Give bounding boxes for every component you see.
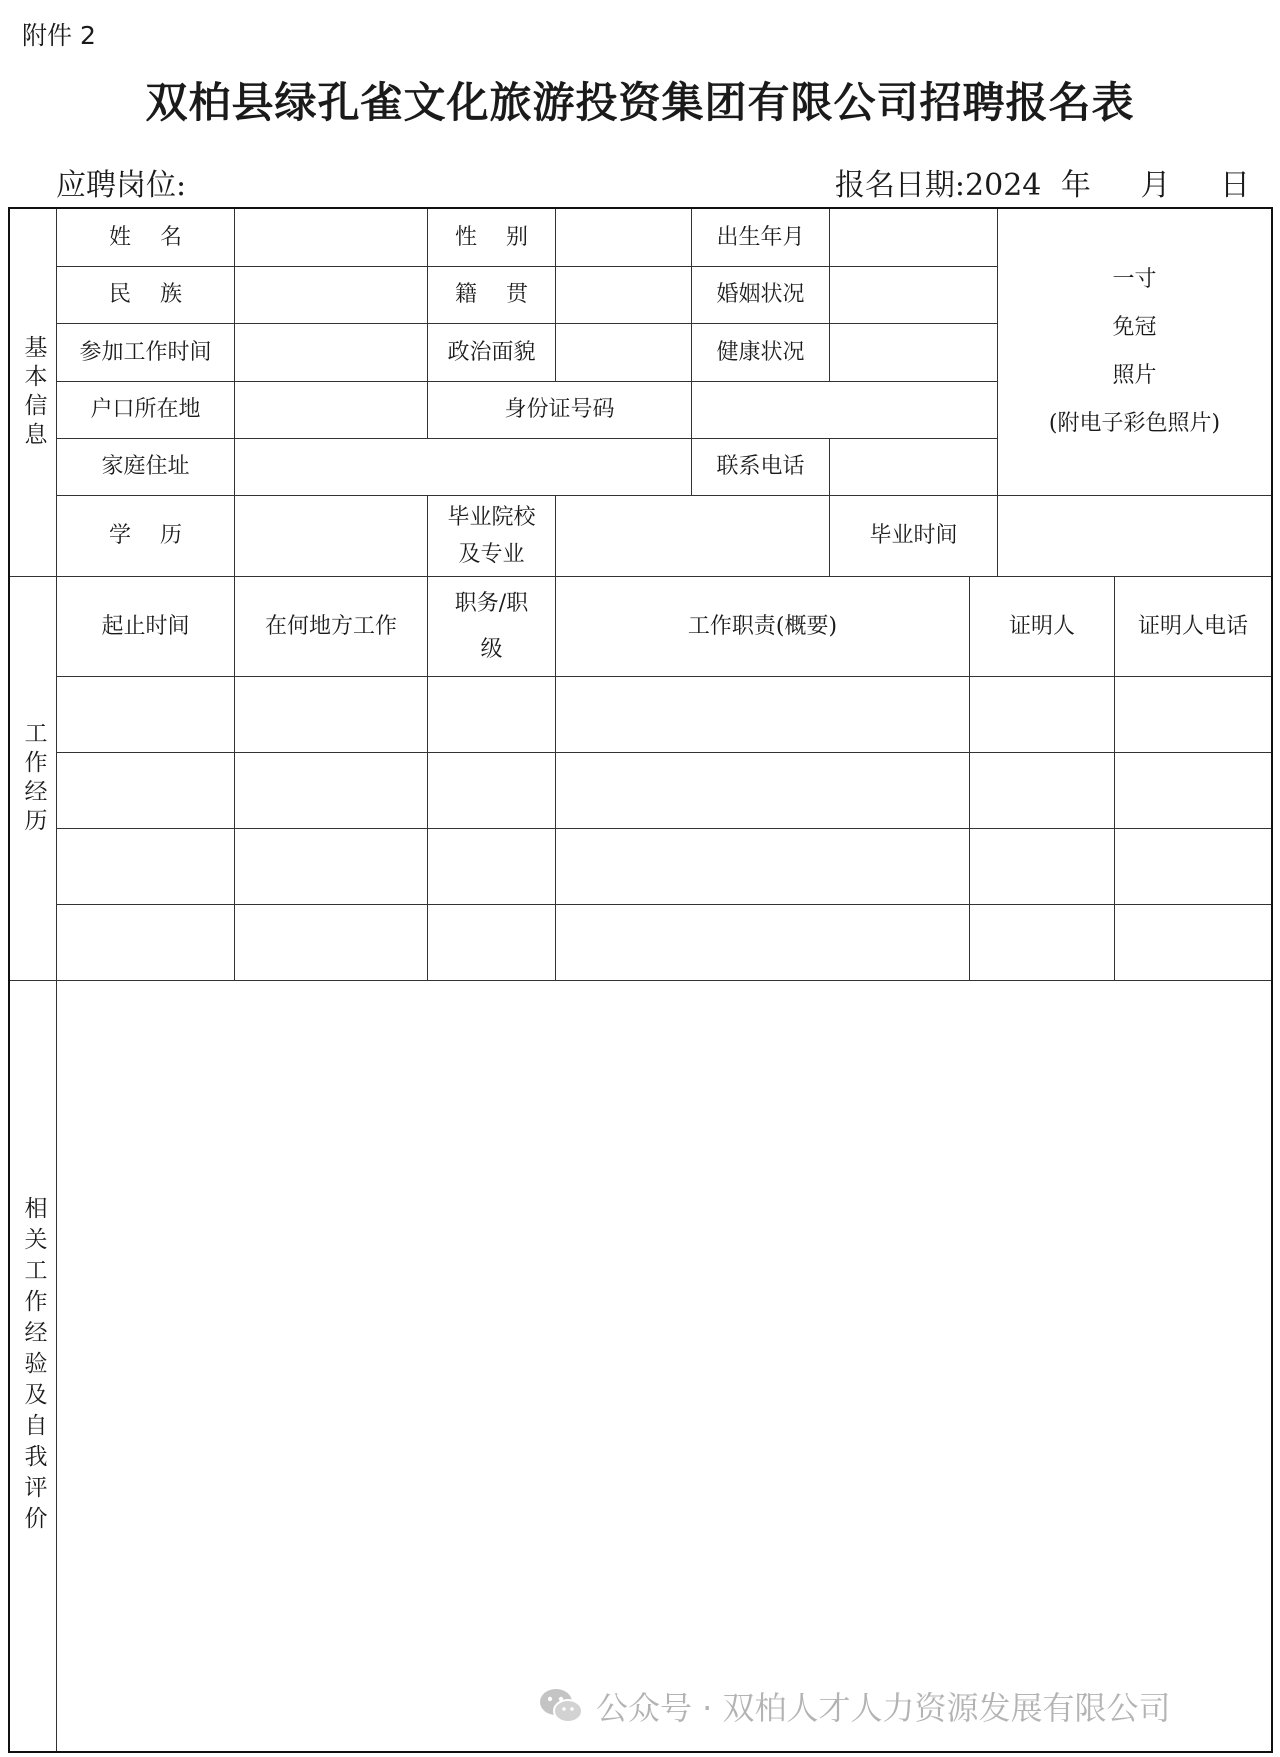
- attachment-label: 附件 2: [22, 21, 96, 50]
- ethnicity-label: 民 族: [57, 267, 235, 324]
- col-title-line-2: 级: [480, 636, 503, 662]
- work-cell-reference-phone[interactable]: [1115, 753, 1271, 829]
- grad-time-field[interactable]: [998, 496, 1271, 577]
- work-cell-reference[interactable]: [970, 677, 1115, 753]
- political-label: 政治面貌: [428, 324, 556, 382]
- ethnicity-field[interactable]: [235, 267, 428, 324]
- col-period-header: 起止时间: [57, 577, 235, 677]
- gender-field[interactable]: [556, 209, 692, 267]
- school-major-line-2: 及专业: [458, 542, 525, 567]
- work-cell-duties[interactable]: [556, 829, 970, 905]
- address-field[interactable]: [235, 439, 692, 496]
- school-major-line-1: 毕业院校: [447, 505, 536, 530]
- hukou-label: 户口所在地: [57, 382, 235, 439]
- name-label: 姓 名: [57, 209, 235, 267]
- wechat-icon: [538, 1687, 584, 1725]
- work-cell-reference[interactable]: [970, 905, 1115, 981]
- section-work-experience: [10, 577, 57, 981]
- gender-label: 性 别: [428, 209, 556, 267]
- work-cell-reference-phone[interactable]: [1115, 829, 1271, 905]
- hukou-field[interactable]: [235, 382, 428, 439]
- watermark-text: 公众号 · 双柏人才人力资源发展有限公司: [596, 1689, 1171, 1727]
- col-where-header: 在何地方工作: [235, 577, 428, 677]
- work-cell-title[interactable]: [428, 829, 556, 905]
- photo-line-1: 一寸: [1112, 267, 1157, 292]
- phone-label: 联系电话: [692, 439, 830, 496]
- id-number-field[interactable]: [692, 382, 998, 439]
- marital-field[interactable]: [830, 267, 998, 324]
- work-cell-period[interactable]: [57, 905, 235, 981]
- photo-line-4: (附电子彩色照片): [1048, 411, 1221, 436]
- work-cell-where[interactable]: [235, 753, 428, 829]
- work-cell-title[interactable]: [428, 905, 556, 981]
- work-start-label: 参加工作时间: [57, 324, 235, 382]
- work-cell-title[interactable]: [428, 753, 556, 829]
- photo-line-2: 免冠: [1112, 315, 1157, 340]
- registration-form-table: [8, 207, 1273, 1753]
- political-field[interactable]: [556, 324, 692, 382]
- work-cell-period[interactable]: [57, 829, 235, 905]
- work-cell-duties[interactable]: [556, 753, 970, 829]
- section-self-evaluation-label: 相关工作经验及自我评价: [20, 1195, 47, 1537]
- work-cell-duties[interactable]: [556, 905, 970, 981]
- col-title-line-1: 职务/职: [454, 590, 529, 616]
- work-cell-reference-phone[interactable]: [1115, 677, 1271, 753]
- education-label: 学 历: [57, 496, 235, 577]
- work-cell-title[interactable]: [428, 677, 556, 753]
- work-cell-reference[interactable]: [970, 829, 1115, 905]
- grad-time-label: 毕业时间: [830, 496, 998, 577]
- col-duties-header: 工作职责(概要): [556, 577, 970, 677]
- watermark: [538, 1683, 1171, 1729]
- phone-field[interactable]: [830, 439, 998, 496]
- work-cell-where[interactable]: [235, 677, 428, 753]
- id-number-label: 身份证号码: [428, 382, 692, 439]
- school-major-label: [428, 496, 556, 577]
- birth-field[interactable]: [830, 209, 998, 267]
- self-evaluation-field[interactable]: [57, 981, 1271, 1751]
- school-major-field[interactable]: [556, 496, 830, 577]
- birth-label: 出生年月: [692, 209, 830, 267]
- work-cell-where[interactable]: [235, 829, 428, 905]
- native-place-label: 籍 贯: [428, 267, 556, 324]
- photo-line-3: 照片: [1112, 363, 1157, 388]
- marital-label: 婚姻状况: [692, 267, 830, 324]
- date-label: 报名日期:2024 年 月 日: [834, 168, 1250, 203]
- work-cell-reference-phone[interactable]: [1115, 905, 1271, 981]
- form-title: 双柏县绿孔雀文化旅游投资集团有限公司招聘报名表: [145, 78, 1135, 127]
- col-title-header: [428, 577, 556, 677]
- section-work-experience-label: 工作经历: [20, 720, 47, 837]
- work-start-field[interactable]: [235, 324, 428, 382]
- work-cell-period[interactable]: [57, 753, 235, 829]
- section-basic-info: [10, 209, 57, 577]
- education-field[interactable]: [235, 496, 428, 577]
- health-field[interactable]: [830, 324, 998, 382]
- col-reference-header: 证明人: [970, 577, 1115, 677]
- work-cell-where[interactable]: [235, 905, 428, 981]
- position-label: 应聘岗位:: [56, 168, 187, 203]
- native-place-field[interactable]: [556, 267, 692, 324]
- work-cell-period[interactable]: [57, 677, 235, 753]
- col-reference-phone-header: 证明人电话: [1115, 577, 1271, 677]
- photo-box[interactable]: [998, 209, 1271, 496]
- section-self-evaluation: [10, 981, 57, 1751]
- health-label: 健康状况: [692, 324, 830, 382]
- name-field[interactable]: [235, 209, 428, 267]
- address-label: 家庭住址: [57, 439, 235, 496]
- work-cell-duties[interactable]: [556, 677, 970, 753]
- work-cell-reference[interactable]: [970, 753, 1115, 829]
- section-basic-info-label: 基本信息: [20, 334, 47, 451]
